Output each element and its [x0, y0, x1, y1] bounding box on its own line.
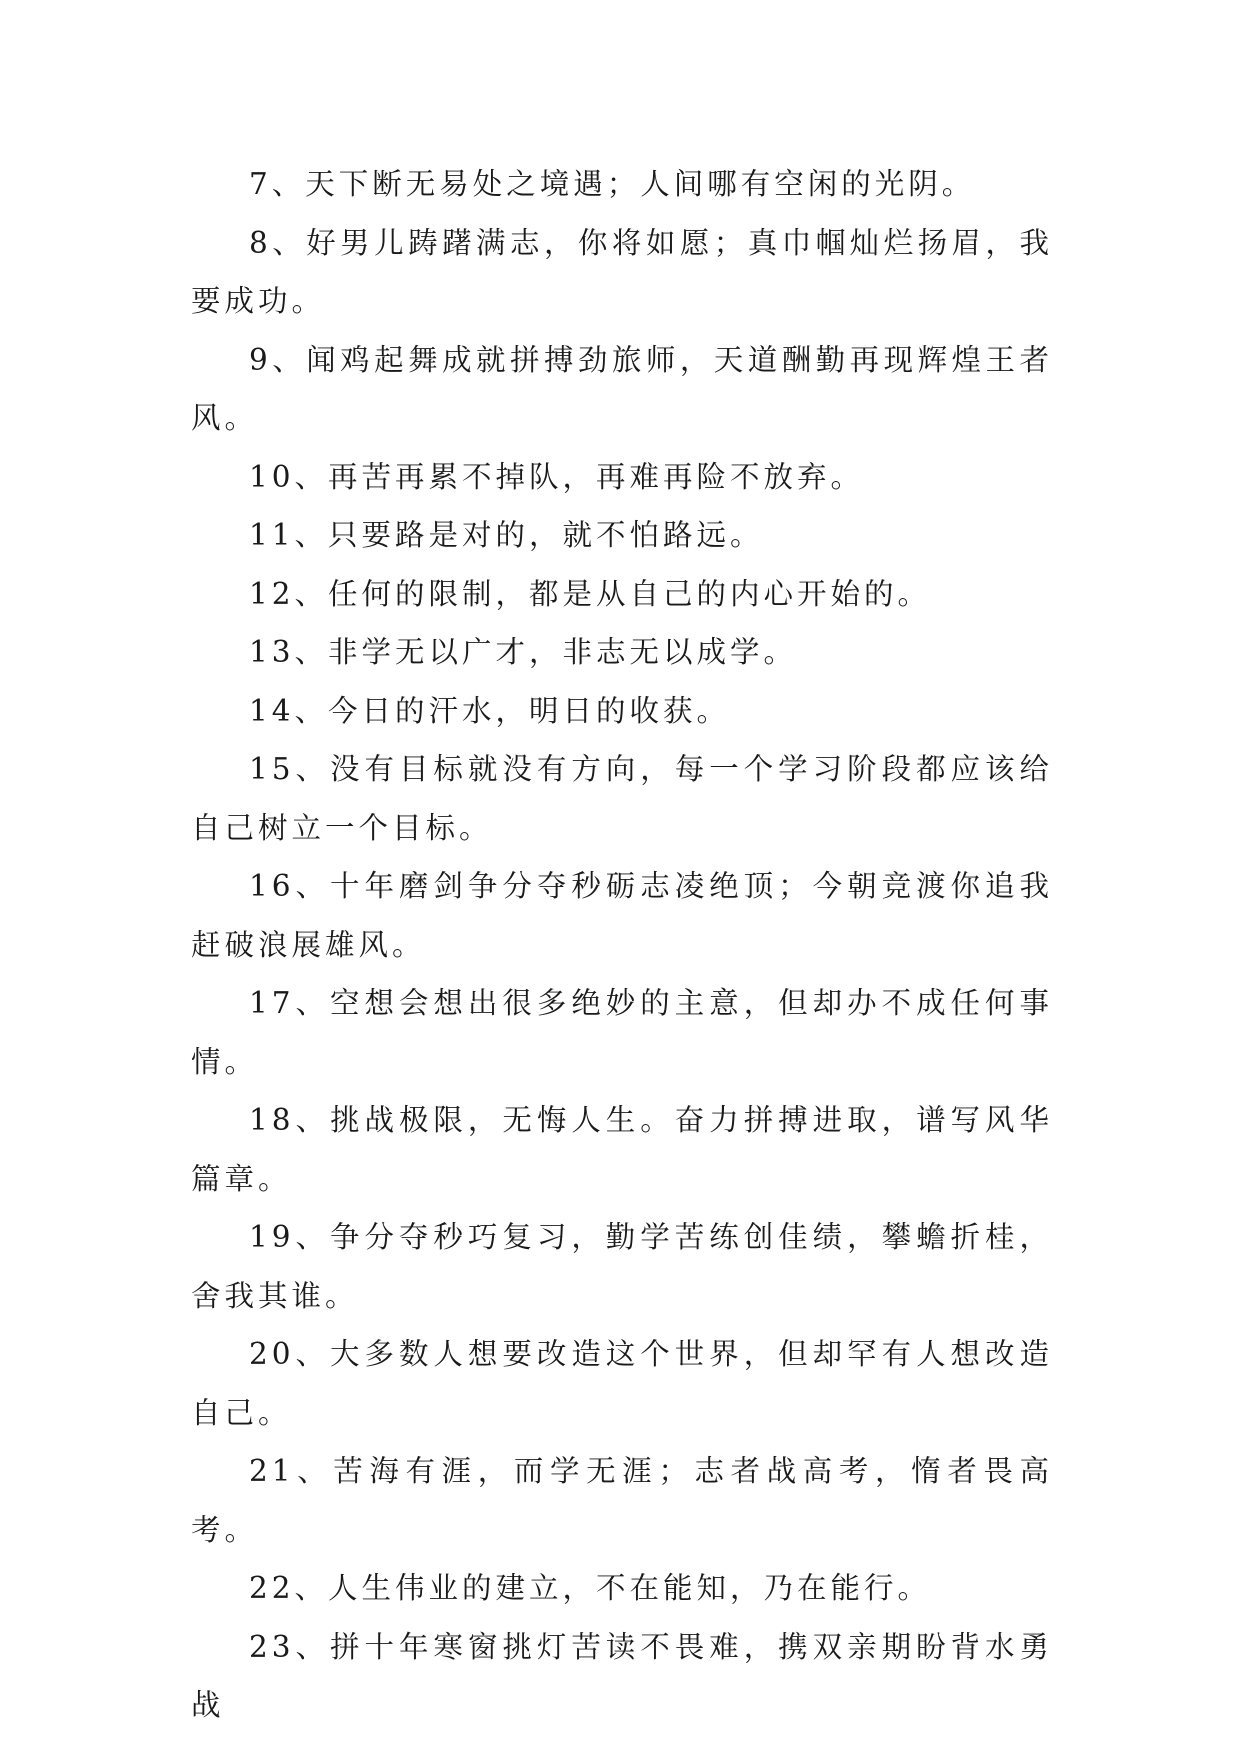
document-body	[191, 155, 1053, 1735]
paragraph-23: 23、拼十年寒窗挑灯苦读不畏难，携双亲期盼背水勇战	[191, 1629, 1053, 1722]
paragraph-22: 22、人生伟业的建立，不在能知，乃在能行。	[249, 1571, 932, 1605]
paragraph-14: 14、今日的汗水，明日的收获。	[249, 693, 731, 728]
paragraph-11: 11、只要路是对的，就不怕路远。	[249, 518, 764, 552]
paragraph-9: 9、闻鸡起舞成就拼搏劲旅师，天道酬勤再现辉煌王者风。	[191, 342, 1053, 435]
paragraph-21: 21、苦海有涯，而学无涯；志者战高考，惰者畏高考。	[191, 1454, 1053, 1547]
paragraph-20: 20、大多数人想要改造这个世界，但却罕有人想改造自己。	[191, 1337, 1053, 1430]
paragraph-7: 7、天下断无易处之境遇；人间哪有空闲的光阴。	[249, 167, 976, 201]
paragraph-8: 8、好男儿踌躇满志，你将如愿；真巾帼灿烂扬眉，我要成功。	[191, 225, 1053, 318]
paragraph-18: 18、挑战极限，无悔人生。奋力拼搏进取，谱写风华篇章。	[191, 1103, 1053, 1196]
paragraph-16: 16、十年磨剑争分夺秒砺志凌绝顶；今朝竞渡你追我赶破浪展雄风。	[191, 869, 1053, 962]
paragraph-13: 13、非学无以广才，非志无以成学。	[249, 635, 798, 669]
paragraph-17: 17、空想会想出很多绝妙的主意，但却办不成任何事情。	[191, 986, 1053, 1079]
paragraph-12: 12、任何的限制，都是从自己的内心开始的。	[249, 576, 932, 611]
paragraph-19: 19、争分夺秒巧复习，勤学苦练创佳绩，攀蟾折桂，舍我其谁。	[191, 1220, 1053, 1313]
paragraph-10: 10、再苦再累不掉队，再难再险不放弃。	[249, 459, 865, 494]
paragraph-15: 15、没有目标就没有方向，每一个学习阶段都应该给自己树立一个目标。	[191, 752, 1053, 845]
